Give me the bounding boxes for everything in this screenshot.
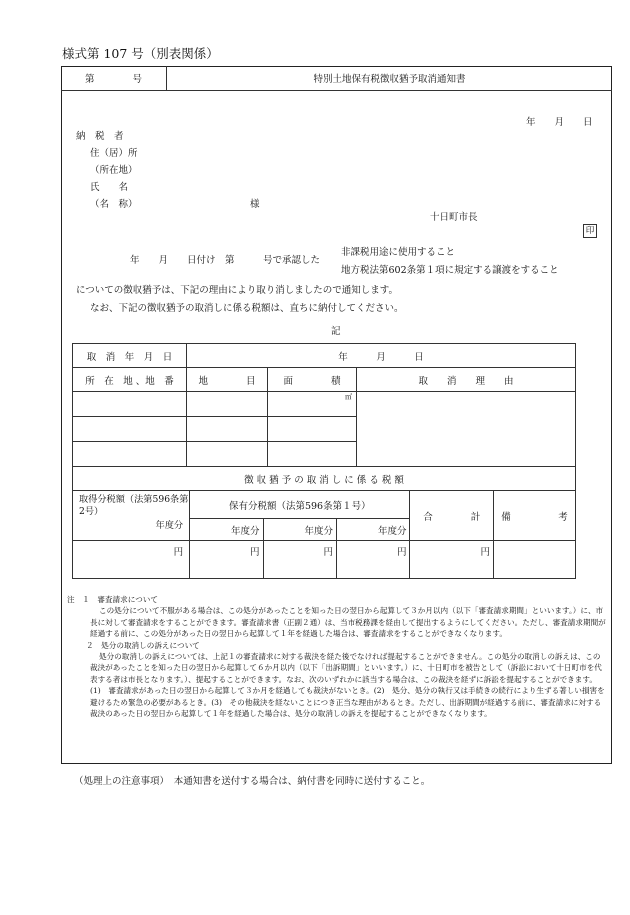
notes-prefix: 注 １ bbox=[67, 595, 90, 604]
col-reason: 取 消 理 由 bbox=[357, 368, 576, 392]
land-row-chimoku bbox=[187, 442, 268, 467]
taxpayer-label: 納 税 者 bbox=[76, 131, 124, 142]
note1-body: この処分について不服がある場合は、この処分があったことを知った日の翌日から起算して３か月以内（以下「審査請求期間」といいます。）に、市長に対して審査請求をすることができます。審査請求書（正副２通）は、当市税務課を経由して提出するようにしてください。ただし、審査請求期間が経過する前に、この処分があった日の翌日から起算して１年を経過した場合は、審査請求をすることができなくなります。 bbox=[90, 606, 606, 639]
acquisition-tax-label bbox=[73, 491, 190, 541]
hold-yen-1: 円 bbox=[190, 541, 263, 579]
form-number: 様式第 107 号（別表関係） bbox=[62, 46, 219, 61]
number-cell: 第 号 bbox=[61, 66, 167, 90]
land-row-location bbox=[73, 392, 187, 417]
option-nontaxable-use: 非課税用途に使用すること bbox=[341, 247, 456, 258]
remarks-label: 備 考 bbox=[493, 491, 575, 541]
hold-year-3: 年度分 bbox=[337, 519, 410, 541]
taxpayer-name-label: 氏 名 bbox=[90, 182, 129, 193]
holding-tax-label: 保有分税額（法第596条第１号） bbox=[190, 491, 410, 519]
land-row-area bbox=[268, 417, 357, 442]
body-line-1: についての徴収猶予は、下記の理由により取り消しましたので通知します。 bbox=[76, 285, 399, 296]
col-location: 所 在 地 、地 番 bbox=[73, 368, 187, 392]
col-chimoku: 地 目 bbox=[187, 368, 268, 392]
acq-year: 年度分 bbox=[155, 520, 184, 531]
area-unit: ㎡ bbox=[268, 392, 357, 417]
hold-year-1: 年度分 bbox=[190, 519, 263, 541]
land-row-location bbox=[73, 442, 187, 467]
total-label: 合 計 bbox=[410, 491, 494, 541]
hold-year-2: 年度分 bbox=[263, 519, 336, 541]
document-title: 特別土地保有税徴収猶予取消通知書 bbox=[167, 66, 613, 90]
taxpayer-location-label: （所在地） bbox=[90, 165, 138, 176]
notes-section bbox=[67, 594, 607, 719]
hold-yen-2: 円 bbox=[263, 541, 336, 579]
honorific: 様 bbox=[250, 199, 260, 210]
remarks-cell bbox=[493, 541, 575, 579]
cancel-date-value: 年 月 日 bbox=[187, 344, 576, 368]
col-area: 面 積 bbox=[268, 368, 357, 392]
footer-note: （処理上の注意事項） 本通知書を送付する場合は、納付書を同時に送付すること。 bbox=[74, 776, 431, 787]
land-row-chimoku bbox=[187, 392, 268, 417]
cancel-date-label: 取 消 年 月 日 bbox=[73, 344, 187, 368]
hold-yen-3: 円 bbox=[337, 541, 410, 579]
tax-table-title: 徴 収 猶 予 の 取 消 し に 係 る 税 額 bbox=[73, 467, 576, 491]
issue-date: 年 月 日 bbox=[526, 117, 593, 128]
total-yen: 円 bbox=[410, 541, 494, 579]
note1-title: 審査請求について bbox=[97, 595, 158, 604]
taxpayer-corp-label: （名 称） bbox=[90, 199, 138, 210]
acquisition-tax-label-text: 取得分税額（法第596条第2号） bbox=[79, 494, 189, 517]
note2-body: 処分の取消しの訴えについては、上記１の審査請求に対する裁決を経た後でなければ提起することができません。この処分の取消しの訴えは、この裁決があったことを知った日の翌日から起算して６か月以内（以下「出訴期間」といいます。）に、十日町市を被告として（訴訟において十日町市を代表する者は市長となります。）、提起することができます。なお、次のいずれかに該当する場合は、この裁決を経ずに訴訟を提起することができます。(1) 審査請求があった日の翌日から起算して３か月を経過しても裁決がないとき。(2) 処分、処分の執行又は手続きの続行により生ずる著しい損害を避けるため緊急の必要があるとき。(3) その他裁決を経ないことにつき正当な理由があるとき。ただし、出訴期間が経過する前に、審査請求に対する裁決のあった日の翌日から起算して１年を経過した場合は、処分の取消しの訴えを提起することができなくなります。 bbox=[90, 652, 605, 719]
ki-heading: 記 bbox=[331, 326, 341, 337]
header-table bbox=[61, 66, 612, 91]
body-line-2: なお、下記の徴収猶予の取消しに係る税額は、直ちに納付してください。 bbox=[90, 303, 404, 314]
acq-yen: 円 bbox=[73, 541, 190, 579]
land-row-chimoku bbox=[187, 417, 268, 442]
taxpayer-address-label: 住（居）所 bbox=[90, 148, 138, 159]
approval-text: 年 月 日付け 第 号で承認した bbox=[130, 255, 321, 266]
tax-amount-table bbox=[72, 466, 576, 579]
land-row-area bbox=[268, 442, 357, 467]
seal-mark: 印 bbox=[583, 224, 597, 238]
option-transfer: 地方税法第602条第１項に規定する譲渡をすること bbox=[341, 265, 559, 276]
note2-title: ２ 処分の取消しの訴えについて bbox=[86, 640, 200, 650]
cancellation-table bbox=[72, 343, 576, 467]
issuer: 十日町市長 bbox=[430, 212, 478, 223]
land-row-location bbox=[73, 417, 187, 442]
reason-cell bbox=[357, 392, 576, 467]
